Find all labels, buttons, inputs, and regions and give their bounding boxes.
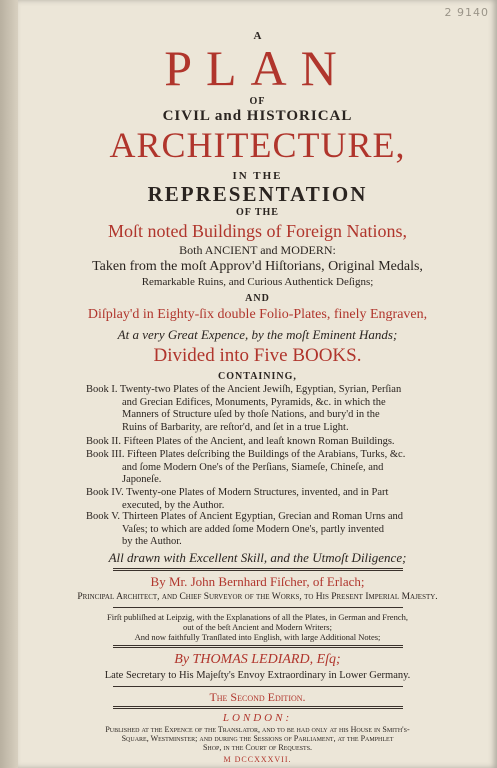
book-1-line: Book I. Twenty-two Plates of the Ancient Jewiſh, Egyptian, Syrian, Perſian <box>86 384 402 395</box>
book-1-line: and Grecian Edifices, Monuments, Pyramids, &c. in which the <box>122 396 386 408</box>
title-representation: REPRESENTATION <box>147 182 368 206</box>
title-remarkable: Remarkable Ruins, and Curious Authentick Deſigns; <box>141 276 374 288</box>
imprint-line-1: Publiſhed at the Expence of the Translator, and to be had only at his Houſe in Smith's- <box>105 725 410 734</box>
divider <box>113 607 403 608</box>
title-displayd: Diſplay'd in Eighty-ſix double Folio-Plates, finely Engraven, <box>87 307 428 322</box>
book-4-line: executed, by the Author. <box>122 499 225 511</box>
title-both: Both ANCIENT and MODERN: <box>179 243 336 257</box>
book-3-line: Japoneſe. <box>122 474 162 486</box>
title-containing: CONTAINING, <box>218 371 297 382</box>
catalog-mark: 2 9140 <box>444 6 489 19</box>
edition: The Second Edition. <box>209 690 306 704</box>
title-of: OF <box>249 96 266 107</box>
publication-line-2: out of the beſt Ancient and Modern Writers; <box>183 622 332 632</box>
book-4 <box>86 487 456 512</box>
book-5-line: Vaſes; to which are added ſome Modern One's, partly invented <box>122 523 384 535</box>
divider <box>113 706 403 709</box>
imprint-year: M DCCXXXVII. <box>223 755 292 764</box>
all-drawn: All drawn with Excellent Skill, and the Utmoſt Diligence; <box>108 550 407 565</box>
title-taken: Taken from the moſt Approv'd Hiſtorians, Original Medals, <box>92 259 423 274</box>
imprint-line-3: Shop, in the Court of Requests. <box>202 743 313 752</box>
translator-by-line: By THOMAS LEDIARD, Eſq; <box>174 652 341 667</box>
book-5-line: Book V. Thirteen Plates of Ancient Egyptian, Grecian and Roman Urns and <box>86 511 403 522</box>
author-by-line: By Mr. John Bernhard Fiſcher, of Erlach; <box>150 574 365 589</box>
publication-line-1: Firſt publiſhed at Leipzig, with the Explanations of all the Plates, in German and French, <box>107 612 408 622</box>
title-most-noted: Moſt noted Buildings of Foreign Nations, <box>108 221 407 241</box>
book-1-line: Manners of Structure uſed by thoſe Nations, and bury'd in the <box>122 409 380 421</box>
book-2 <box>86 436 456 449</box>
book-1-line: Ruins of Barbarity, are reſtor'd, and ſet in a true Light. <box>122 421 349 433</box>
book-4-line: Book IV. Twenty-one Plates of Modern Structures, invented, and in Part <box>86 487 389 498</box>
title-architecture: ARCHITECTURE, <box>109 125 406 165</box>
title-plan: PLAN <box>164 40 351 96</box>
title-expence: At a very Great Expence, by the moſt Eminent Hands; <box>117 327 398 342</box>
title-of-the: OF THE <box>236 207 279 218</box>
book-3-line: Book III. Fifteen Plates deſcribing the Buildings of the Arabians, Turks, &c. <box>86 449 406 460</box>
divider <box>113 686 403 687</box>
divider <box>113 645 403 648</box>
title-divided: Divided into Five BOOKS. <box>153 345 362 366</box>
book-3 <box>86 449 456 487</box>
title-civil: CIVIL and HISTORICAL <box>162 108 353 124</box>
translator-role: Late Secretary to His Majeſty's Envoy Extraordinary in Lower Germany. <box>104 670 411 681</box>
book-5 <box>86 511 456 549</box>
title-in-the: IN THE <box>232 170 283 182</box>
book-3-line: and ſome Modern One's of the Perſians, Siameſe, Chineſe, and <box>122 461 384 473</box>
book-2-line: Book II. Fifteen Plates of the Ancient, and leaſt known Roman Buildings. <box>86 436 395 447</box>
book-1 <box>86 384 456 434</box>
title-and: AND <box>245 293 270 304</box>
author-role: Principal Architect, and Chief Surveyor of the Works, to His Preſent Imperial Majeſty. <box>77 592 438 602</box>
publication-line-3: And now faithfully Tranſlated into English, with large Additional Notes; <box>134 632 381 642</box>
imprint-city: LONDON: <box>222 712 293 724</box>
book-5-line: by the Author. <box>122 536 182 548</box>
divider <box>113 568 403 571</box>
title-page <box>18 0 497 768</box>
title-a: A <box>253 30 262 42</box>
book-binding <box>0 0 18 768</box>
imprint-line-2: Square, Westminster; and during the Seſſions of Parliament, at the Pamphlet <box>121 734 394 743</box>
